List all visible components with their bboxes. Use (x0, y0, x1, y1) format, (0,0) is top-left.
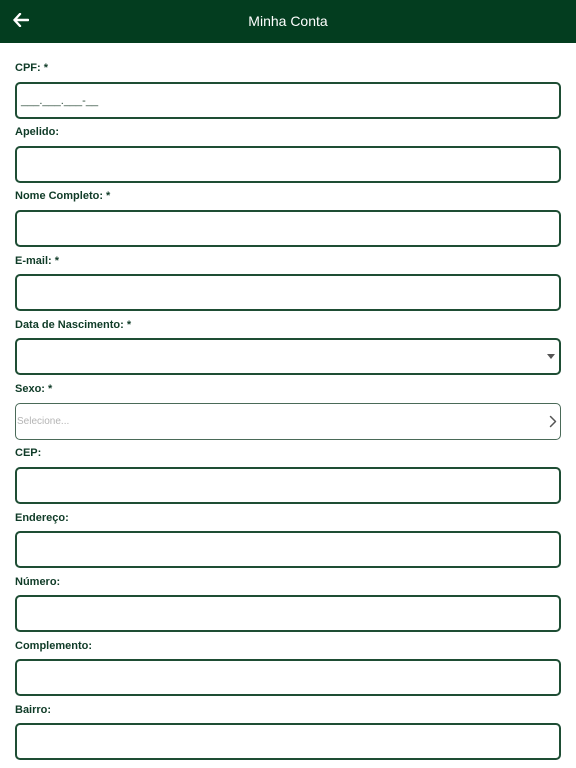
apelido-label: Apelido: (15, 126, 59, 138)
cep-label: CEP: (15, 447, 42, 459)
numero-field[interactable] (15, 595, 561, 632)
chevron-right-icon (549, 415, 557, 428)
numero-label: Número: (15, 576, 61, 588)
complemento-label: Complemento: (15, 640, 92, 652)
email-field[interactable] (15, 274, 561, 311)
nome-label: Nome Completo: * (15, 190, 111, 202)
nome-field[interactable] (15, 210, 561, 247)
app-header (0, 0, 576, 43)
bairro-field[interactable] (15, 723, 561, 760)
cpf-field[interactable] (15, 82, 561, 119)
endereco-field[interactable] (15, 531, 561, 568)
cpf-label: CPF: * (15, 62, 48, 74)
complemento-field[interactable] (15, 659, 561, 696)
caret-down-icon (547, 354, 555, 359)
sexo-placeholder: Selecione... (17, 416, 70, 427)
sexo-select[interactable] (15, 403, 561, 440)
nascimento-field[interactable] (15, 338, 561, 375)
endereco-label: Endereço: (15, 512, 69, 524)
cpf-value: ___.___.___-__ (21, 95, 99, 107)
apelido-field[interactable] (15, 146, 561, 183)
email-label: E-mail: * (15, 255, 60, 267)
cep-field[interactable] (15, 467, 561, 504)
bairro-label: Bairro: (15, 704, 52, 716)
nascimento-label: Data de Nascimento: * (15, 319, 132, 331)
page-title: Minha Conta (248, 13, 328, 29)
sexo-label: Sexo: * (15, 383, 53, 395)
